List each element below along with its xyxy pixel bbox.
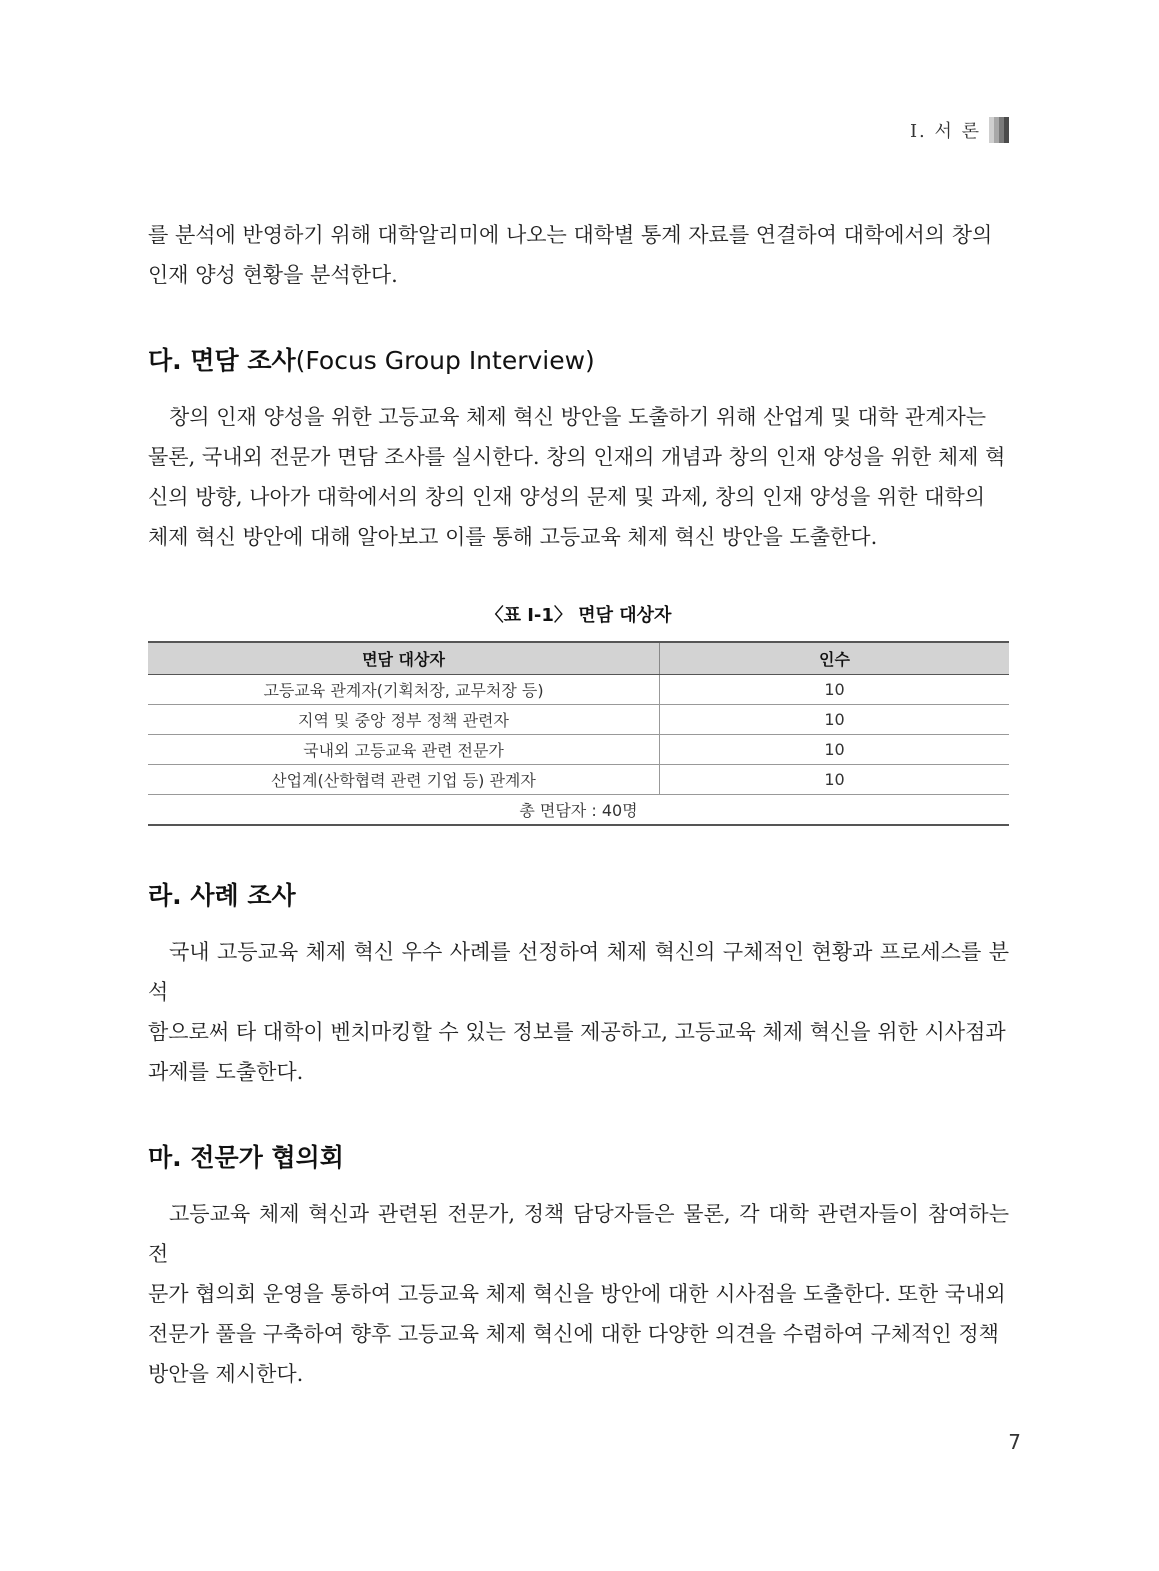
table-cell-count: 10 bbox=[660, 705, 1010, 735]
table-cell-count: 10 bbox=[660, 675, 1010, 705]
section-heading-expert-council: 마. 전문가 협의회 bbox=[148, 1143, 344, 1172]
table-row bbox=[148, 675, 1009, 705]
header-bar-segment bbox=[1004, 117, 1009, 143]
paragraph-line: 를 분석에 반영하기 위해 대학알리미에 나오는 대학별 통계 자료를 연결하여 대학에서의 창의 bbox=[148, 223, 993, 247]
page-number: 7 bbox=[1008, 1430, 1021, 1454]
case-study-paragraph bbox=[148, 932, 1009, 1092]
page-content bbox=[148, 215, 1009, 1394]
paragraph-line: 문가 협의회 운영을 통하여 고등교육 체제 혁신을 방안에 대한 시사점을 도출한다. 또한 국내외 bbox=[148, 1282, 1006, 1306]
section-heading-interview bbox=[148, 341, 1009, 377]
table-row bbox=[148, 735, 1009, 765]
paragraph-line: 신의 방향, 나아가 대학에서의 창의 인재 양성의 문제 및 과제, 창의 인재 양성을 위한 대학의 bbox=[148, 485, 986, 509]
table-cell-target: 산업계(산학협력 관련 기업 등) 관계자 bbox=[148, 765, 660, 795]
paragraph-line: 물론, 국내외 전문가 면담 조사를 실시한다. 창의 인재의 개념과 창의 인재 양성을 위한 체제 혁 bbox=[148, 445, 1006, 469]
intro-paragraph bbox=[148, 215, 1009, 295]
paragraph-line: 체제 혁신 방안에 대해 알아보고 이를 통해 고등교육 체제 혁신 방안을 도출한다. bbox=[148, 525, 878, 549]
interviewee-table bbox=[148, 641, 1009, 826]
paragraph-line: 고등교육 체제 혁신과 관련된 전문가, 정책 담당자들은 물론, 각 대학 관련자들이 참여하는 전 bbox=[148, 1202, 1009, 1266]
expert-council-paragraph bbox=[148, 1194, 1009, 1394]
table-row bbox=[148, 705, 1009, 735]
table-cell-target: 지역 및 중앙 정부 정책 관련자 bbox=[148, 705, 660, 735]
interview-paragraph bbox=[148, 397, 1009, 557]
paragraph-line: 인재 양성 현황을 분석한다. bbox=[148, 263, 398, 287]
section-heading-case-study: 라. 사례 조사 bbox=[148, 881, 296, 910]
column-header-target: 면담 대상자 bbox=[148, 642, 660, 675]
table-total-row bbox=[148, 795, 1009, 826]
paragraph-line: 전문가 풀을 구축하여 향후 고등교육 체제 혁신에 대한 다양한 의견을 수렴하여 구체적인 정책 bbox=[148, 1322, 999, 1346]
table-total-cell: 총 면담자 : 40명 bbox=[148, 795, 1009, 826]
table-cell-target: 국내외 고등교육 관련 전문가 bbox=[148, 735, 660, 765]
table-cell-target: 고등교육 관계자(기획처장, 교무처장 등) bbox=[148, 675, 660, 705]
paragraph-line: 방안을 제시한다. bbox=[148, 1362, 304, 1386]
table-cell-count: 10 bbox=[660, 735, 1010, 765]
paragraph-line: 창의 인재 양성을 위한 고등교육 체제 혁신 방안을 도출하기 위해 산업계 및 대학 관계자는 bbox=[169, 405, 987, 429]
table-cell-count: 10 bbox=[660, 765, 1010, 795]
paragraph-line: 과제를 도출한다. bbox=[148, 1060, 304, 1084]
chapter-title: Ⅰ. 서 론 bbox=[909, 121, 981, 142]
table-row bbox=[148, 765, 1009, 795]
column-header-count: 인수 bbox=[660, 642, 1010, 675]
heading-english: (Focus Group Interview) bbox=[295, 346, 595, 375]
running-header bbox=[910, 117, 1009, 143]
table-header-row bbox=[148, 642, 1009, 675]
header-decoration-bar bbox=[989, 117, 1009, 143]
paragraph-line: 국내 고등교육 체제 혁신 우수 사례를 선정하여 체제 혁신의 구체적인 현황과 프로세스를 분석 bbox=[148, 940, 1009, 1004]
paragraph-line: 함으로써 타 대학이 벤치마킹할 수 있는 정보를 제공하고, 고등교육 체제 혁신을 위한 시사점과 bbox=[148, 1020, 1006, 1044]
table-caption: 〈표 Ⅰ-1〉 면담 대상자 bbox=[485, 605, 672, 626]
heading-korean: 다. 면담 조사 bbox=[148, 346, 296, 375]
